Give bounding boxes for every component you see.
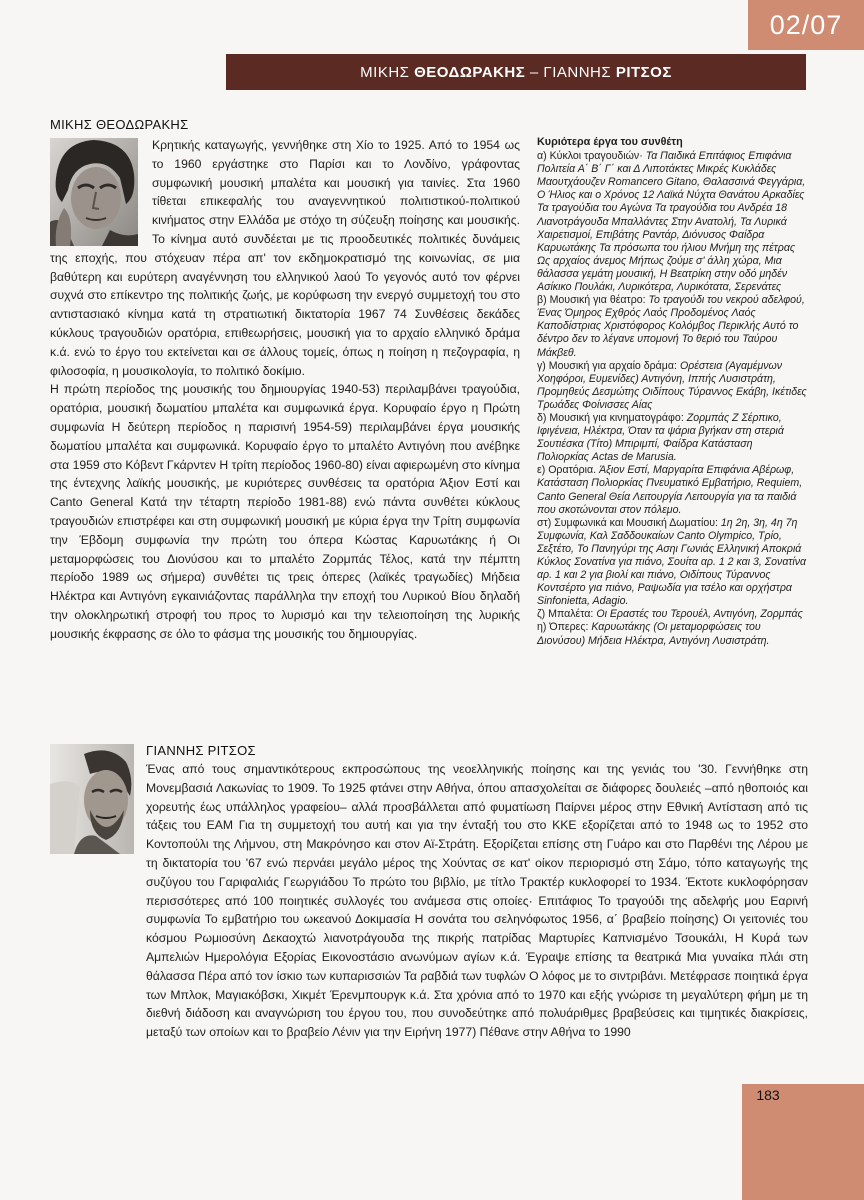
- theodorakis-heading: ΜΙΚΗΣ ΘΕΟΔΩΡΑΚΗΣ: [50, 117, 189, 132]
- portrait-photo-icon: [50, 744, 134, 854]
- ritsos-bio-paragraph: Ένας από τους σημαντικότερους εκπροσώπους της νεοελληνικής ποίησης και της γενιάς του '30. Γεννήθηκε στη Μονεμβασιά Λακωνίας το 1909. Το 1925 φτάνει στην Αθήνα, όπου απασχολείται σε διάφορες δουλειές –από ηθοποιός και χορευτής έως υπάλληλος γραφείου– αλλά προσβάλλεται από φυματίωση Παίρνει μέρος στην Εθνική Αντίσταση από τις τάξεις του ΕΑΜ Για τη συμμετοχή του αυτή και για την ένταξή του στο ΚΚΕ εξορίζεται από το 1948 ως το 1952 στο Κοντοπούλι της Λήμνου, στη Μακρόνησο και στον Αϊ-Στράτη. Εξορίζεται επίσης στη Γυάρο και στο Παρθένι της Λέρου με τη δικτατορία του '67 ενώ περνάει μεγάλο μέρος της Χούντας σε κατ' οίκον περιορισμό στη Σάμο, τόπο καταγωγής της συζύγου του Γαριφαλιάς Γεωργιάδου Το πρώτο του βιβλίο, με τίτλο Τρακτέρ κυκλοφορεί το 1934. Έκτοτε κυκλοφόρησαν περισσότερες από 100 ποιητικές συλλογές του ανάμεσα στις οποίες· Επιτάφιος Το τραγούδι της αδελφής μου Εαρινή συμφωνία Το εμβατήριο του ωκεανού Δοκιμασία Η σονάτα του σεληνόφωτος 1956, α΄ βραβείο ποίησης) Οι γειτονιές του κόσμου Ρωμιοσύνη Δεκαοχτώ λιανοτράγουδα της πικρής πατρίδας Μαρτυρίες Καπνισμένο Τσουκάλι, Η Κυρά των Αμπελιών Ημερολόγια Εξορίας Εικονοστάσιο ανωνύμων αγίων κ.ά. Έγραψε επίσης τα θεατρικά Μια γυναίκα πλάι στη θάλασσα Πέρα από τον ίσκιο των κυπαρισσιών Τα ραβδιά των τυφλών Ο λόφος με το σιντριβάνι. Μετέφρασε ποιητικά έργα των Μπλοκ, Μαγιακόβσκι, Χικμέτ Έρενμπουργκ κ.ά. Στα χρόνια από το 1970 και εξής γνώρισε τη μεγαλύτερη φήμη με τη διεθνή διάδοση και αναγνώριση του έργου του, που συνοδεύτηκε από πολυάριθμες βραβεύσεις και τιμητικές διακρίσεις, μεταξύ των οποίων και το βραβείο Λένιν για την Ειρήνη 1977) Πέθανε στην Αθήνα το 1990: [146, 762, 808, 1040]
- photo-space: [50, 136, 152, 248]
- works-item: ζ) Μπαλέτα: Οι Εραστές του Τερουέλ, Αντιγόνη, Ζορμπάς: [537, 608, 803, 621]
- theodorakis-bio-paragraph-2: Η πρώτη περίοδος της μουσικής του δημιουργίας 1940-53) περιλαμβάνει τραγούδια, ορατόρια, μουσική δωματίου μπαλέτα και συμφωνικά έργα. Κορυφαίο έργο η Πρώτη συμφωνία Η δεύτερη περίοδος η παρισινή 1954-59) περιλαμβάνει έργα μουσικής δωματίου μπαλέτα και συμφωνικά. Κορυφαίο έργο το μπαλέτο Αντιγόνη που ανέβηκε στα 1959 στο Κόβεντ Γκάρντεν Η τρίτη περίοδος 1960-80) είναι αφιερωμένη στο κίνημα της έντεχνης λαϊκής μουσικής, με κυριότερες συνθέσεις τα ορατόρια Άξιον Εστί και Canto General Κατά την τέταρτη περίοδο 1981-88) ενώ πάντα συνθέτει κύκλους τραγουδιών επιστρέφει και στη συμφωνική μουσική με κύρια έργα την Τρίτη συμφωνία την Έβδομη συμφωνία την πρώτη του όπερα Κώστας Καρυωτάκης ή Οι μεταμορφώσεις του Διονύσου και το μπαλέτο Ζορμπάς Τέλος, κατά την πέμπτη περίοδο 1989 ως σήμερα) συνθέτει τις τρεις όπερες (λαϊκές τραγωδίες) Μήδεια Ηλέκτρα και Αντιγόνη εγκαινιάζοντας παράλληλα την εποχή του Λυρικού Βίου δηλαδή την ολοκληρωτική στροφή του προς το λυρισμό και την τελειοποίηση της λυρικής μουσικής έκφρασης σε όλο το φάσμα της μουσικής του δημιουργίας.: [50, 382, 520, 641]
- works-item: ε) Ορατόρια. Άξιον Εστί, Μαργαρίτα Επιφάνια Αβέρωφ, Κατάσταση Πολιορκίας Πνευματικό Εμβατήριο, Requiem, Canto General Θεία Λειτουργία Λειτουργία για τα παιδιά που σκοτώνονται στον πόλεμο.: [537, 464, 803, 516]
- ritsos-heading: ΓΙΑΝΝΗΣ ΡΙΤΣΟΣ: [146, 743, 256, 758]
- works-item: α) Κύκλοι τραγουδιών· Τα Παιδικά Επιτάφιος Επιφάνια Πολιτεία Α΄ Β΄ Γ΄ και Δ Λιποτάκτες Μικρές Κυκλάδες Μαουτχάουζεν Romancero Gitano, Θαλασσινά Φεγγάρια, Ο Ήλιος και ο Χρόνος 12 Λαϊκά Νύχτα Θανάτου Αρκαδίες Τα τραγούδια του Αγώνα Τα τραγούδια του Ανδρέα 18 Λιανοτράγουδα Μπαλλάντες Στην Ανατολή, Τα Λυρικά Χαιρετισμοί, Επιβάτης Ραντάρ, Διόνυσος Φαίδρα Καρυωτάκης Τα πρόσωπα του ήλιου Μνήμη της πέτρας Ως αρχαίος άνεμος Μήπως ζούμε σ' άλλη χώρα, Μια θάλασσα γεμάτη μουσική, Η Βεατρίκη στην οδό μηδέν Ασίκικο Πουλάκι, Λυρικότερα, Λυρικότατα, Σερενάτες: [537, 150, 806, 294]
- theodorakis-bio-paragraph-1: Κρητικής καταγωγής, γεννήθηκε στη Χίο το 1925. Από το 1954 ως το 1960 εργάστηκε στο Παρίσι και το Λονδίνο, γράφοντας συμφωνική μουσική μπαλέτα και μουσική για ταινίες. Στα 1960 τίθεται επικεφαλής του αναγεννητικού πολιτιστικού-πολιτικού κινήματος στην Ελλάδα με στόχο τη σύζευξη ποίησης και μουσικής. Το κίνημα αυτό συνδέεται με τις προοδευτικές πολιτικές δυνάμεις της εποχής, που στόχευαν πέρα απ' τον εκδημοκρατισμό της κοινωνίας, σε μια βαθύτερη και ευρύτερη αναγέννηση του ελληνικού λαού Το γεγονός αυτό τον φέρνει συχνά στο επίκεντρο της πολιτικής ζωής, με κορύφωση την ενεργό συμμετοχή του στο αντιστασιακό κίνημα κατά τη στρατιωτική δικτατορία 1967 74 Συνθέσεις δεκάδες κύκλους τραγουδιών ορατόρια, επιθεωρήσεις, μουσική για το αρχαίο ελληνικό δράμα κ.ά. ενώ το έργο του εκτείνεται και σε άλλους τομείς, όπως η ποίηση η πεζογραφία, η φιλοσοφία, η μουσικολογία, το πολιτικό δοκίμιο.: [50, 138, 520, 378]
- works-list: [537, 136, 807, 648]
- works-item: δ) Μουσική για κινηματογράφο: Ζορμπάς Ζ Σέρπικο, Ιφιγένεια, Ηλέκτρα, Όταν τα ψάρια βγήκαν στη στεριά Σουτιέσκα (Τίτο) Μπιριμπί, Φαίδρα Κατάσταση Πολιορκίας Actas de Marusia.: [537, 411, 784, 464]
- works-item: γ) Μουσική για αρχαίο δράμα: Ορέστεια (Αγαμέμνων Χοηφόροι, Ευμενίδες) Αντιγόνη, Ιππής Λυσιστράτη, Προμηθεύς Δεσμώτης Οιδίπους Τύραννος Εκάβη, Ικέτιδες Τρωάδες Φοίνισσες Αίας: [537, 359, 807, 411]
- ritsos-bio: [146, 760, 808, 1042]
- page-title-bar: [226, 54, 806, 90]
- works-item: στ) Συμφωνικά και Μουσική Δωματίου: 1η 2η, 3η, 4η 7η Συμφωνία, Καλ Σαδδουκαίων Canto Olympico, Τρίο, Σεξτέτο, Το Πανηγύρι της Ασηι Γωνιάς Ελληνική Αποκριά Κύκλος Σονατίνα για πιάνο, Σουίτα αρ. 1 2 και 3, Σονατίνα αρ. 1 και 2 για βιολί και πιάνο, Οιδίπους Τύραννος Κοντσέρτο για πιάνο, Ραψωδία για τσέλο και ορχήστρα Sinfonietta, Adagio.: [537, 516, 807, 608]
- works-title: Κυριότερα έργα του συνθέτη: [537, 136, 683, 148]
- works-item: η) Όπερες: Καρυωτάκης (Οι μεταμορφώσεις του Διονύσου) Μήδεια Ηλέκτρα, Αντιγόνη Λυσιστράτη.: [537, 621, 770, 647]
- title-name-1: ΜΙΚΗΣ ΘΕΟΔΩΡΑΚΗΣ – ΓΙΑΝΝΗΣ ΡΙΤΣΟΣ: [360, 63, 672, 81]
- ritsos-portrait: [50, 744, 134, 854]
- theodorakis-bio: [50, 136, 520, 644]
- page-section-label: 02/07: [748, 0, 864, 50]
- page-number: 183: [756, 1087, 780, 1103]
- works-item: β) Μουσική για θέατρο: Το τραγούδι του νεκρού αδελφού, Ένας Όμηρος Εχθρός Λαός Προδομένος Λαός Καποδίστριας Χριστόφορος Κολόμβος Περικλής Αυτό το δέντρο δεν το λέγανε υπομονή Το θεριό του Ταύρου Μάκβεθ.: [537, 294, 805, 359]
